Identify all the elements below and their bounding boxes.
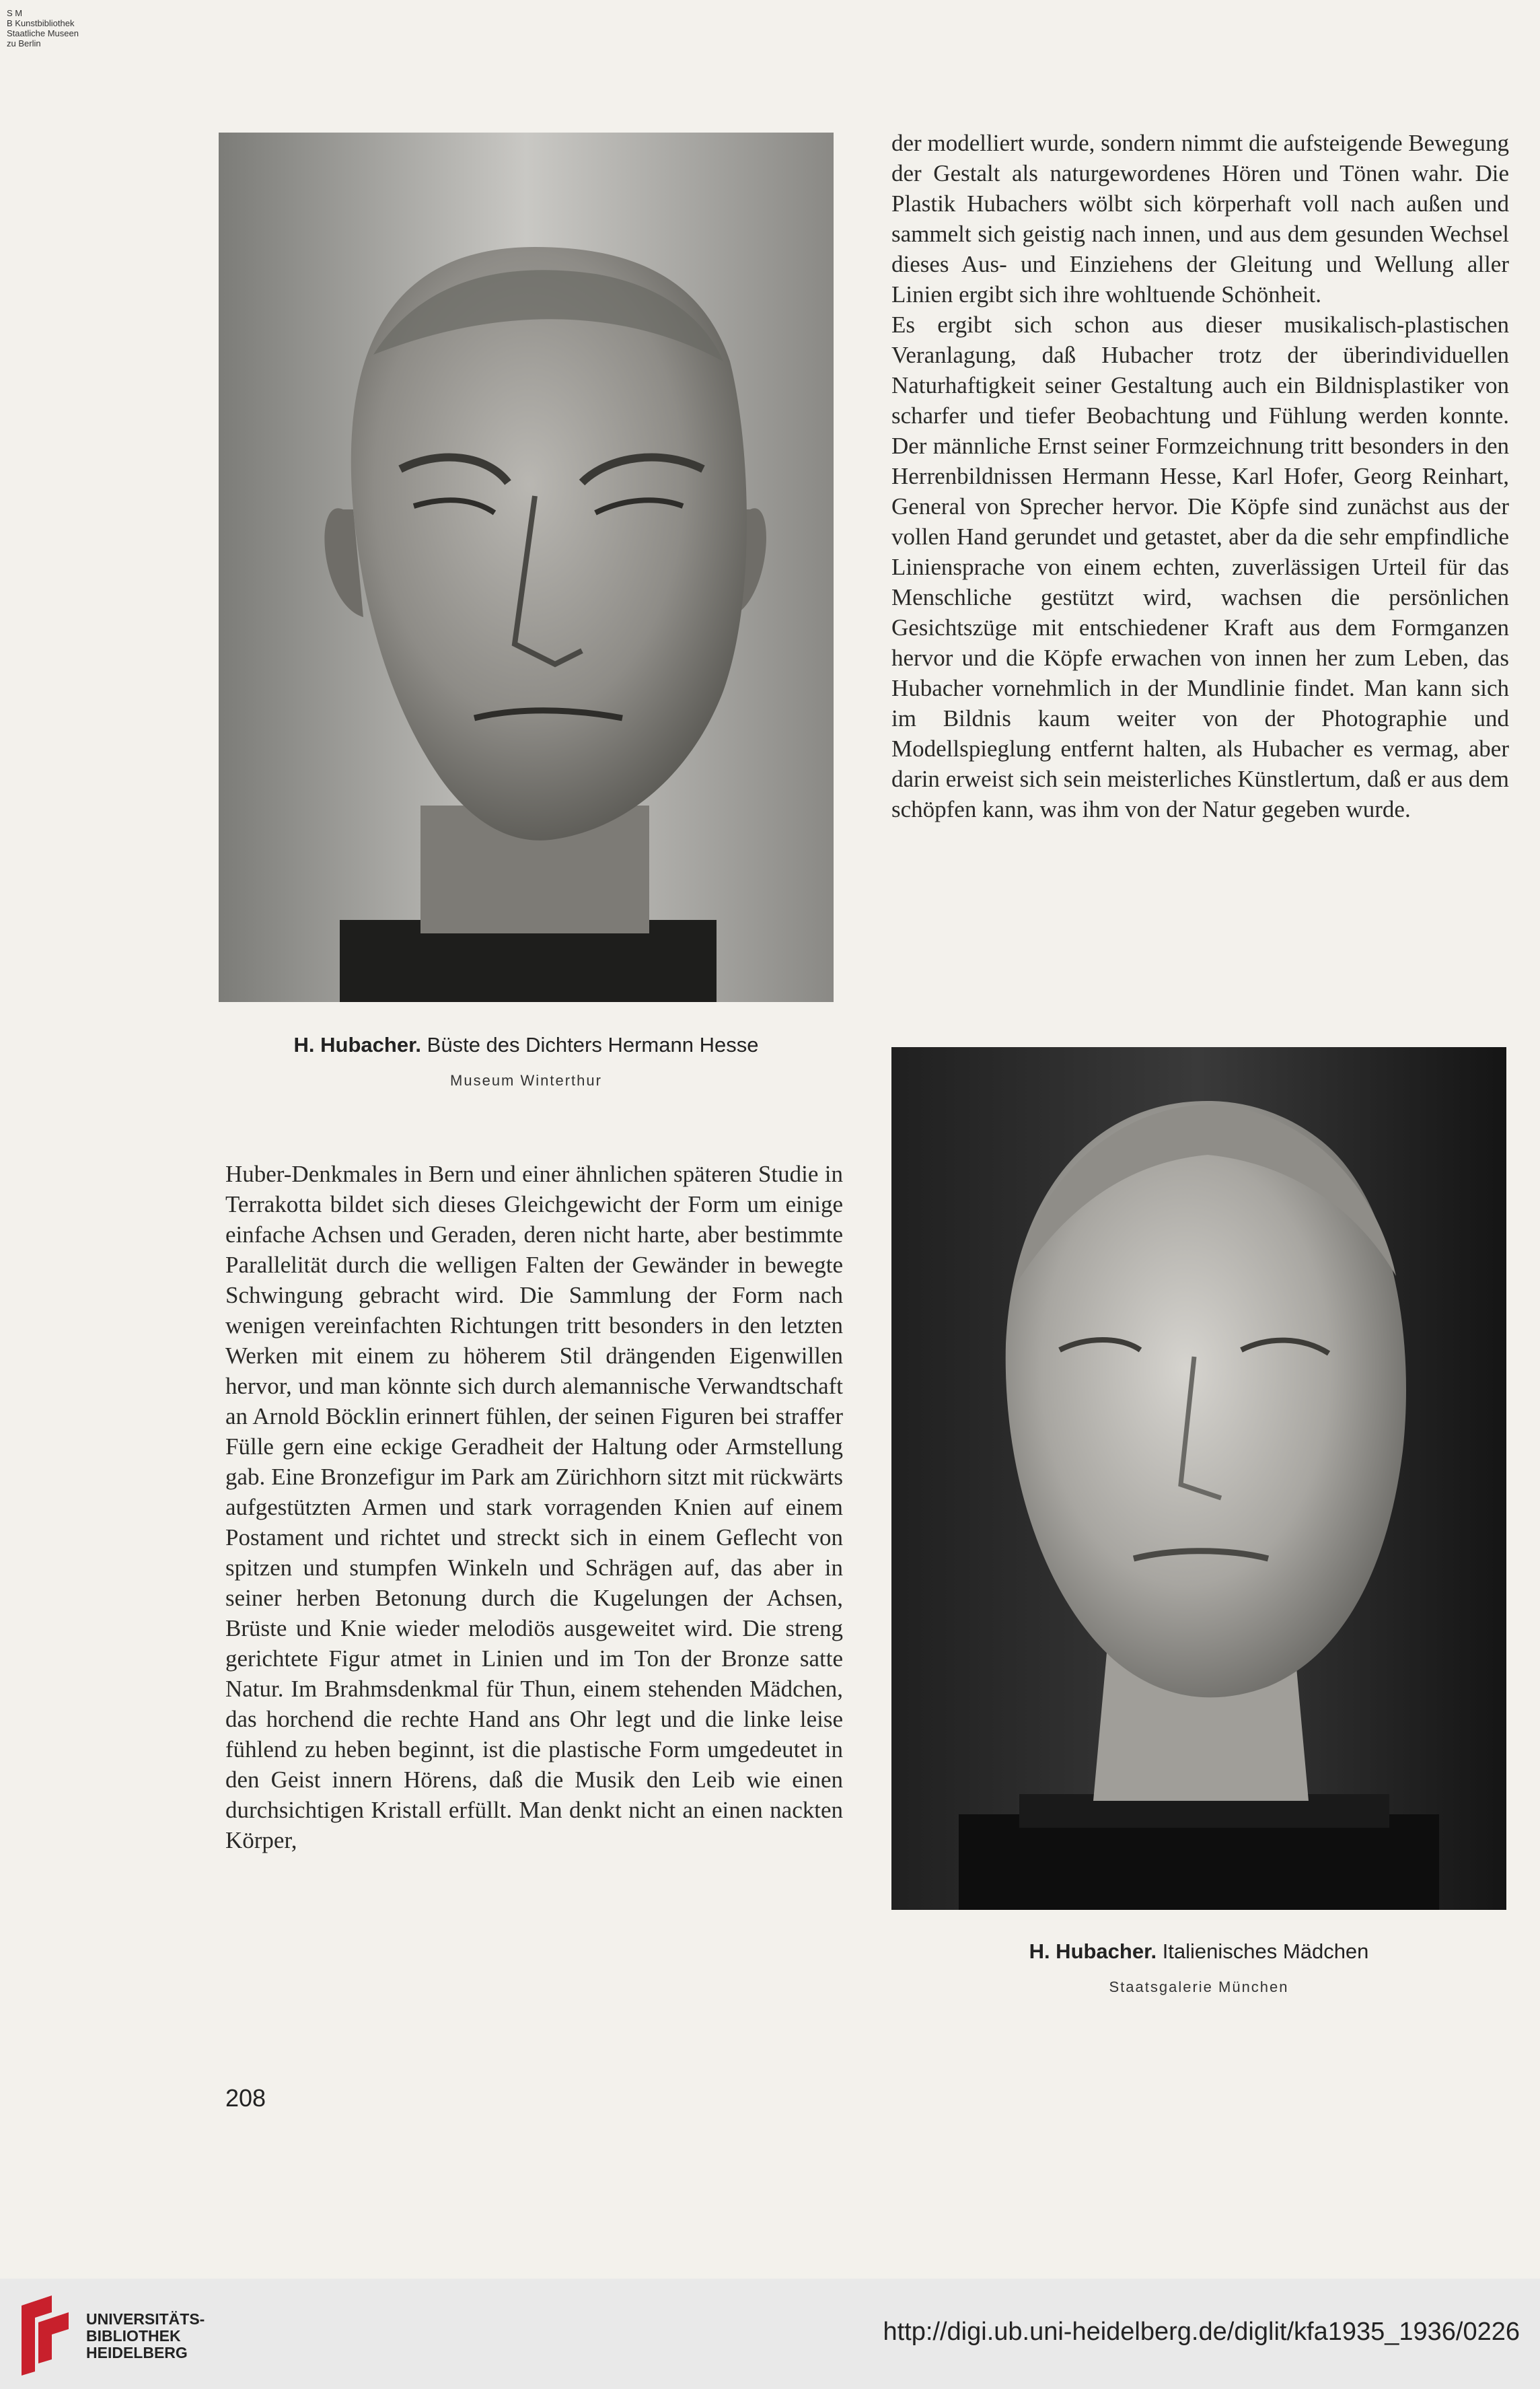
stamp-line: B Kunstbibliothek [7,18,75,28]
photo-italian-girl [891,1047,1506,1910]
caption-artist: H. Hubacher. [1029,1939,1157,1963]
paragraph: Huber-Denkmales in Bern und einer ähnlichen späteren Studie in Terrakotta bildet sich dieses Gleichgewicht der Form um einige einfache Achsen und Geraden, deren nicht harte, aber bestimmte Parallelität durch die welligen Falten der Gewänder in bewegte Schwingung gebracht wird. Die Sammlung der Form nach wenigen vereinfachten Richtungen tritt besonders in den letzten Werken mit einem zu höherem Stil drängenden Eigenwillen hervor, und man könnte sich durch alemannische Verwandtschaft an Arnold Böcklin erinnert fühlen, der seinen Figuren bei straffer Fülle gern eine eckige Geradheit der Haltung oder Armstellung gab. Eine Bronzefigur im Park am Zürichhorn sitzt mit rückwärts aufgestützten Armen und stark vorragenden Knien auf einem Postament und richtet und streckt sich in einem Geflecht von spitzen und stumpfen Winkeln und Schrägen auf, das aber in seiner herben Betonung durch die Kugelungen der Achsen, Brüste und Knie wieder melodiös ausgeweitet wird. Die streng gerichtete Figur atmet in Linien und im Ton der Bronze satte Natur. Im Brahmsdenkmal für Thun, einem stehenden Mädchen, das horchend die rechte Hand ans Ohr legt und die linke leise fühlend zu heben beginnt, ist die plastische Form umgedeutet in den Geist innern Hörens, daß die Musik den Leib wie einen durchsichtigen Kristall erfüllt. Man denkt nicht an einen nackten Körper, [225,1161,843,1853]
footer-bar [0,2279,1540,2389]
caption-location: Museum Winterthur [450,1072,602,1089]
library-name: UNIVERSITÄTS- BIBLIOTHEK HEIDELBERG [86,2310,205,2361]
paragraph: Es ergibt sich schon aus dieser musikalisch-plastischen Veranlagung, daß Hubacher trotz der überindividuellen Naturhaftigkeit seiner Gestaltung auch ein Bildnisplastiker von scharfer und tiefer Beobachtung und Fühlung werden konnte. Der männliche Ernst seiner Formzeichnung tritt besonders in den Herrenbildnissen Hermann Hesse, Karl Hofer, Georg Reinhart, General von Sprecher hervor. Die Köpfe sind zunächst aus der vollen Hand gerundet und getastet, aber da die sehr empfindliche Liniensprache von einem echten, zuverlässigen Urteil für das Menschliche gestützt wird, wachsen die persönlichen Gesichtszüge mit entschiedener Kraft aus dem Formganzen hervor und die Köpfe erwachen von innen her zum Leben, das Hubacher vornehmlich in der Mundlinie findet. Man kann sich im Bildnis kaum weiter von der Photographie und Modellspieglung entfernt halten, als Hubacher es vermag, aber darin erweist sich sein meisterliches Künstlertum, daß er aus dem schöpfen kann, was ihm von der Natur gegeben wurde. [891,312,1509,822]
paragraph: der modelliert wurde, sondern nimmt die aufsteigende Bewegung der Gestalt als naturgewordenes Hören und Tönen wahr. Die Plastik Hubachers wölbt sich körperhaft voll nach außen und sammelt sich geistig nach innen, und aus dem gesunden Wechsel dieses Aus- und Einziehens der Gleitung und Wellung aller Linien ergibt sich ihre wohltuende Schönheit. [891,130,1509,308]
photo-hesse-bust [219,133,834,1002]
stamp-line: Staatliche Museen [7,28,79,38]
stamp-line: S M [7,8,23,18]
library-stamp [7,8,79,48]
text-column-right [891,128,1509,824]
university-library-logo-icon [15,2292,75,2376]
caption-figure2 [891,1939,1506,1996]
caption-title: Büste des Dichters Hermann Hesse [427,1033,759,1057]
caption-location: Staatsgalerie München [1109,1978,1289,1995]
stamp-line: zu Berlin [7,38,41,48]
caption-figure1 [219,1033,834,1090]
source-url[interactable]: http://digi.ub.uni-heidelberg.de/diglit/kfa1935_1936/0226 [883,2318,1520,2346]
page-number: 208 [225,2084,266,2112]
text-column-left [225,1159,843,1855]
caption-title: Italienisches Mädchen [1162,1939,1369,1963]
caption-artist: H. Hubacher. [293,1033,422,1057]
